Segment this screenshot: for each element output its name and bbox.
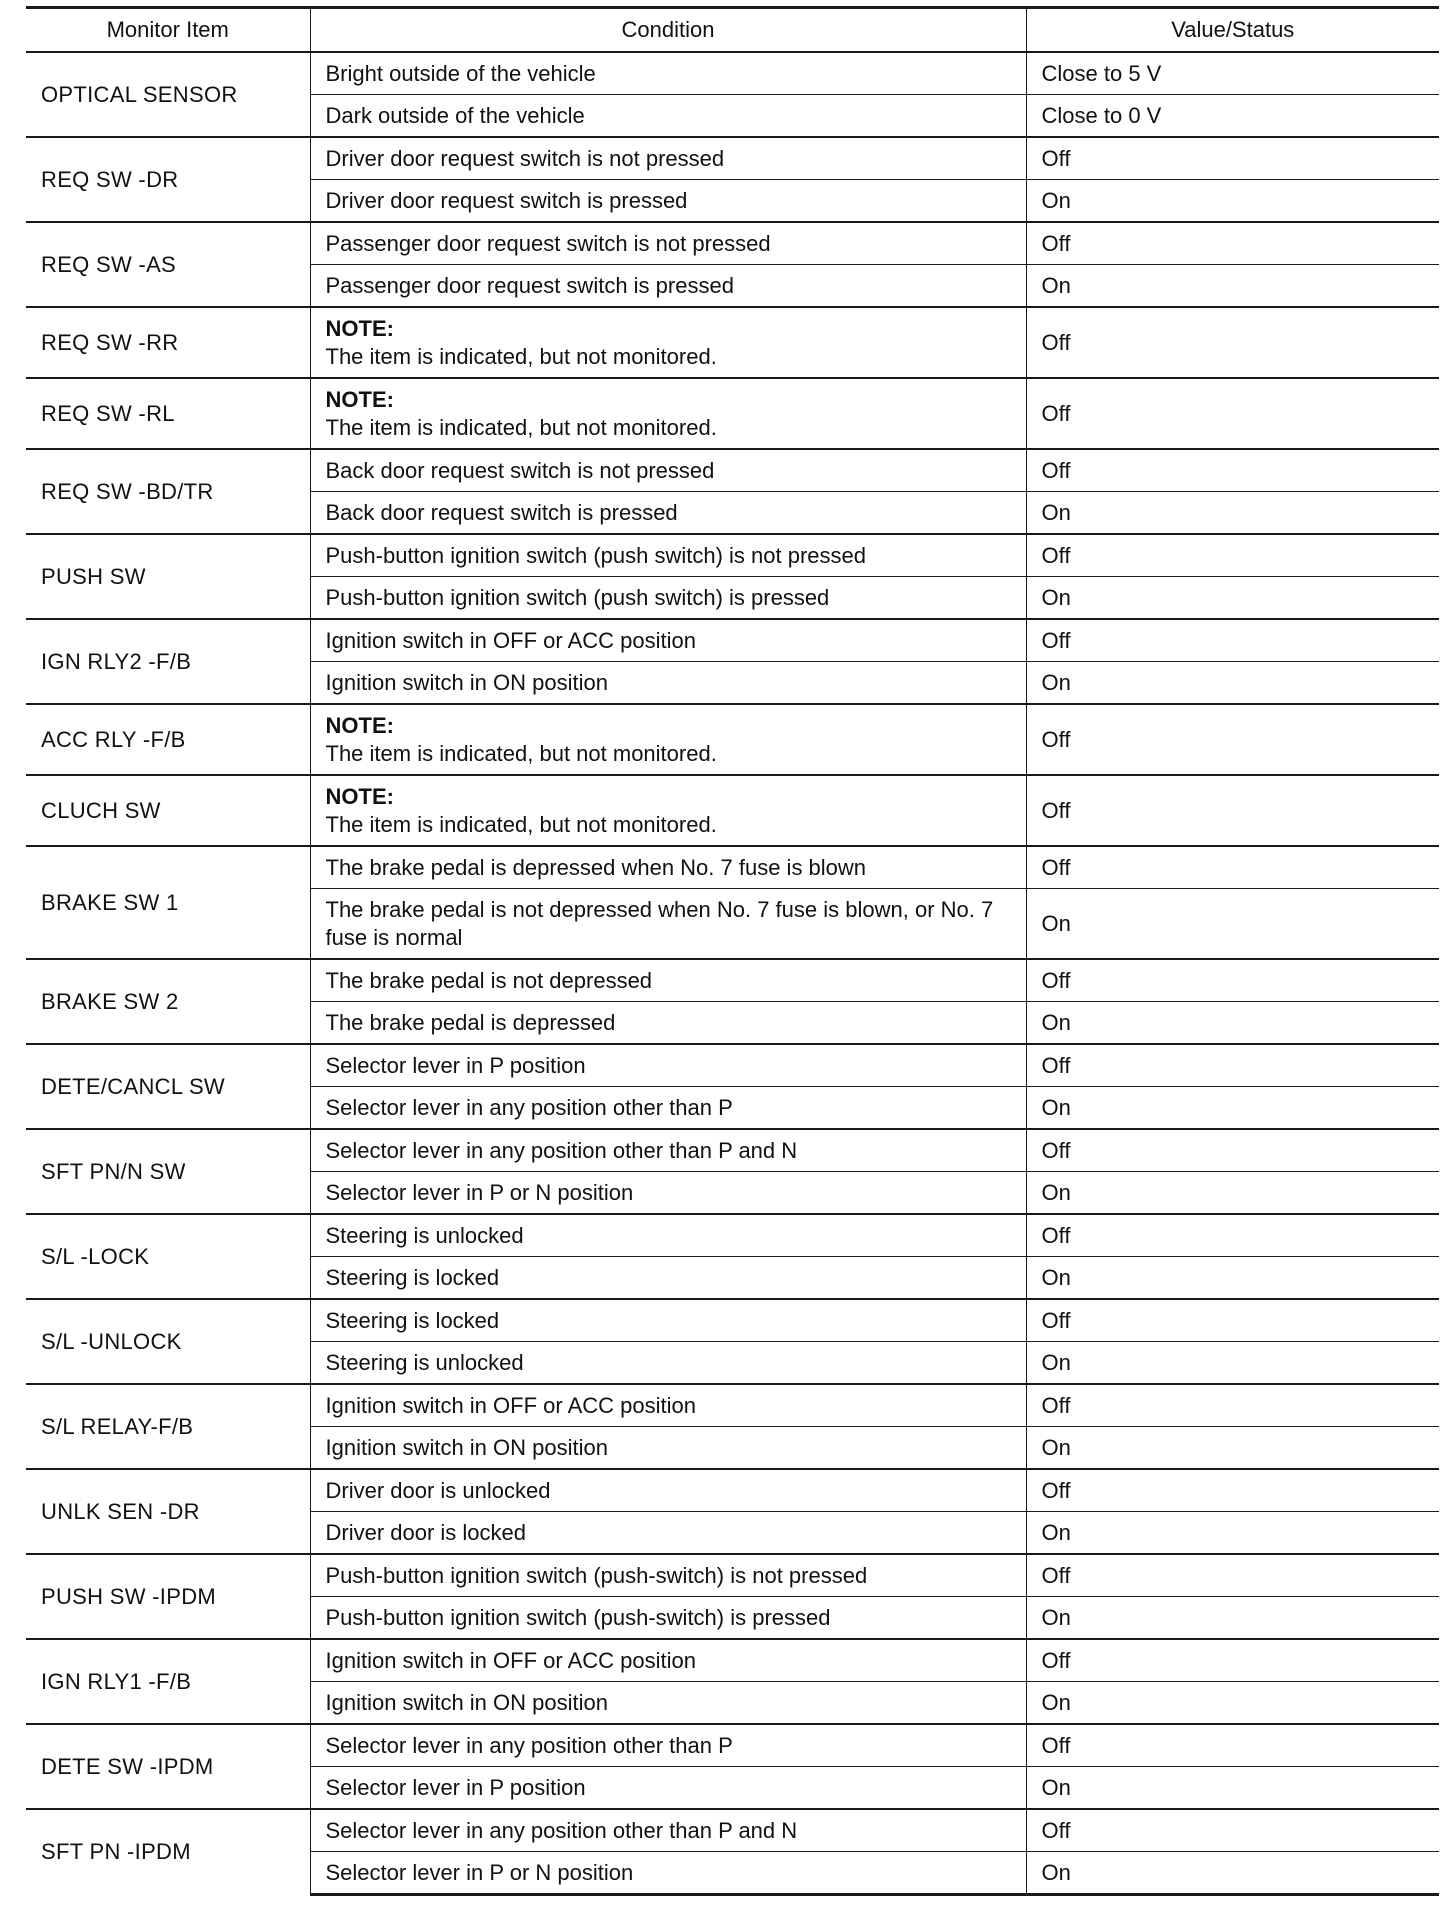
note-label: NOTE: bbox=[325, 386, 394, 412]
condition-cell: Push-button ignition switch (push switch) is not pressed bbox=[310, 534, 1026, 577]
table-row bbox=[26, 1639, 1439, 1682]
condition-cell: Ignition switch in OFF or ACC position bbox=[310, 1384, 1026, 1427]
note-text: The item is indicated, but not monitored. bbox=[325, 740, 717, 766]
header-value-status: Value/Status bbox=[1026, 8, 1439, 53]
condition-cell: Driver door request switch is pressed bbox=[310, 180, 1026, 223]
value-status-cell: On bbox=[1026, 662, 1439, 705]
monitor-table bbox=[26, 6, 1439, 1896]
condition-cell: Push-button ignition switch (push switch) is pressed bbox=[310, 577, 1026, 620]
note-label: NOTE: bbox=[325, 783, 394, 809]
condition-cell bbox=[310, 378, 1026, 449]
value-status-cell: On bbox=[1026, 1172, 1439, 1215]
monitor-item-cell: OPTICAL SENSOR bbox=[26, 52, 310, 137]
condition-cell: Passenger door request switch is not pressed bbox=[310, 222, 1026, 265]
table-row bbox=[26, 775, 1439, 846]
value-status-cell: Off bbox=[1026, 1724, 1439, 1767]
value-status-cell: Off bbox=[1026, 775, 1439, 846]
condition-cell: Back door request switch is not pressed bbox=[310, 449, 1026, 492]
condition-cell: Ignition switch in ON position bbox=[310, 1427, 1026, 1470]
table-row bbox=[26, 534, 1439, 577]
condition-cell: The brake pedal is not depressed bbox=[310, 959, 1026, 1002]
value-status-cell: Off bbox=[1026, 534, 1439, 577]
table-row bbox=[26, 222, 1439, 265]
value-status-cell: Off bbox=[1026, 1299, 1439, 1342]
monitor-item-cell: PUSH SW -IPDM bbox=[26, 1554, 310, 1639]
condition-cell bbox=[310, 704, 1026, 775]
header-condition: Condition bbox=[310, 8, 1026, 53]
monitor-item-cell: DETE/CANCL SW bbox=[26, 1044, 310, 1129]
value-status-cell: Off bbox=[1026, 619, 1439, 662]
value-status-cell: Off bbox=[1026, 1129, 1439, 1172]
monitor-item-cell: S/L -LOCK bbox=[26, 1214, 310, 1299]
monitor-item-cell: ACC RLY -F/B bbox=[26, 704, 310, 775]
value-status-cell: On bbox=[1026, 1257, 1439, 1300]
condition-cell: Selector lever in any position other than P and N bbox=[310, 1129, 1026, 1172]
value-status-cell: Off bbox=[1026, 846, 1439, 889]
value-status-cell: Close to 0 V bbox=[1026, 95, 1439, 138]
table-row bbox=[26, 1809, 1439, 1852]
table-row bbox=[26, 307, 1439, 378]
monitor-item-cell: REQ SW -RL bbox=[26, 378, 310, 449]
value-status-cell: On bbox=[1026, 1002, 1439, 1045]
value-status-cell: On bbox=[1026, 577, 1439, 620]
monitor-item-cell: BRAKE SW 1 bbox=[26, 846, 310, 959]
monitor-item-cell: CLUCH SW bbox=[26, 775, 310, 846]
condition-cell: Selector lever in any position other than P bbox=[310, 1724, 1026, 1767]
monitor-item-cell: IGN RLY2 -F/B bbox=[26, 619, 310, 704]
condition-cell: Driver door is unlocked bbox=[310, 1469, 1026, 1512]
value-status-cell: Off bbox=[1026, 137, 1439, 180]
header-monitor-item: Monitor Item bbox=[26, 8, 310, 53]
condition-cell: Steering is unlocked bbox=[310, 1214, 1026, 1257]
value-status-cell: On bbox=[1026, 180, 1439, 223]
value-status-cell: On bbox=[1026, 265, 1439, 308]
value-status-cell: Off bbox=[1026, 1469, 1439, 1512]
value-status-cell: Off bbox=[1026, 1554, 1439, 1597]
monitor-item-cell: REQ SW -AS bbox=[26, 222, 310, 307]
monitor-item-cell: S/L -UNLOCK bbox=[26, 1299, 310, 1384]
value-status-cell: Off bbox=[1026, 959, 1439, 1002]
value-status-cell: On bbox=[1026, 1087, 1439, 1130]
table-row bbox=[26, 52, 1439, 95]
table-row bbox=[26, 1129, 1439, 1172]
table-row bbox=[26, 137, 1439, 180]
condition-cell: Driver door is locked bbox=[310, 1512, 1026, 1555]
table-row bbox=[26, 619, 1439, 662]
note-label: NOTE: bbox=[325, 315, 394, 341]
value-status-cell: Off bbox=[1026, 222, 1439, 265]
note-text: The item is indicated, but not monitored. bbox=[325, 343, 717, 369]
condition-cell: Selector lever in any position other than P and N bbox=[310, 1809, 1026, 1852]
value-status-cell: Off bbox=[1026, 704, 1439, 775]
table-row bbox=[26, 1299, 1439, 1342]
table-row bbox=[26, 1554, 1439, 1597]
condition-cell: Push-button ignition switch (push-switch) is not pressed bbox=[310, 1554, 1026, 1597]
value-status-cell: On bbox=[1026, 1342, 1439, 1385]
condition-cell: Ignition switch in ON position bbox=[310, 1682, 1026, 1725]
monitor-item-cell: REQ SW -DR bbox=[26, 137, 310, 222]
condition-cell: The brake pedal is depressed bbox=[310, 1002, 1026, 1045]
value-status-cell: Off bbox=[1026, 1384, 1439, 1427]
condition-cell: Push-button ignition switch (push-switch) is pressed bbox=[310, 1597, 1026, 1640]
table-row bbox=[26, 378, 1439, 449]
value-status-cell: Off bbox=[1026, 307, 1439, 378]
value-status-cell: Off bbox=[1026, 1044, 1439, 1087]
value-status-cell: Off bbox=[1026, 378, 1439, 449]
condition-cell: Selector lever in P position bbox=[310, 1767, 1026, 1810]
condition-cell bbox=[310, 307, 1026, 378]
monitor-item-cell: UNLK SEN -DR bbox=[26, 1469, 310, 1554]
condition-cell: Steering is unlocked bbox=[310, 1342, 1026, 1385]
table-row bbox=[26, 846, 1439, 889]
condition-cell: Bright outside of the vehicle bbox=[310, 52, 1026, 95]
monitor-item-cell: BRAKE SW 2 bbox=[26, 959, 310, 1044]
value-status-cell: Off bbox=[1026, 449, 1439, 492]
condition-cell: Selector lever in P position bbox=[310, 1044, 1026, 1087]
value-status-cell: On bbox=[1026, 1512, 1439, 1555]
note-text: The item is indicated, but not monitored. bbox=[325, 811, 717, 837]
value-status-cell: Off bbox=[1026, 1214, 1439, 1257]
condition-cell: Steering is locked bbox=[310, 1299, 1026, 1342]
table-body bbox=[26, 52, 1439, 1895]
condition-cell: Ignition switch in OFF or ACC position bbox=[310, 1639, 1026, 1682]
table-row bbox=[26, 1214, 1439, 1257]
table-row bbox=[26, 1044, 1439, 1087]
monitor-item-cell: PUSH SW bbox=[26, 534, 310, 619]
condition-cell: Ignition switch in ON position bbox=[310, 662, 1026, 705]
condition-cell: Back door request switch is pressed bbox=[310, 492, 1026, 535]
condition-cell: Steering is locked bbox=[310, 1257, 1026, 1300]
condition-cell: Dark outside of the vehicle bbox=[310, 95, 1026, 138]
value-status-cell: On bbox=[1026, 1682, 1439, 1725]
table-row bbox=[26, 704, 1439, 775]
value-status-cell: On bbox=[1026, 889, 1439, 960]
table-row bbox=[26, 1384, 1439, 1427]
value-status-cell: On bbox=[1026, 1852, 1439, 1895]
condition-cell bbox=[310, 775, 1026, 846]
value-status-cell: On bbox=[1026, 1427, 1439, 1470]
condition-cell: Passenger door request switch is pressed bbox=[310, 265, 1026, 308]
monitor-item-cell: IGN RLY1 -F/B bbox=[26, 1639, 310, 1724]
note-label: NOTE: bbox=[325, 712, 394, 738]
note-text: The item is indicated, but not monitored. bbox=[325, 414, 717, 440]
monitor-item-cell: REQ SW -RR bbox=[26, 307, 310, 378]
condition-cell: The brake pedal is not depressed when No. 7 fuse is blown, or No. 7 fuse is normal bbox=[310, 889, 1026, 960]
value-status-cell: On bbox=[1026, 1767, 1439, 1810]
table-header-row bbox=[26, 8, 1439, 53]
value-status-cell: Close to 5 V bbox=[1026, 52, 1439, 95]
monitor-item-cell: REQ SW -BD/TR bbox=[26, 449, 310, 534]
condition-cell: Ignition switch in OFF or ACC position bbox=[310, 619, 1026, 662]
value-status-cell: On bbox=[1026, 1597, 1439, 1640]
table-row bbox=[26, 449, 1439, 492]
monitor-item-cell: SFT PN/N SW bbox=[26, 1129, 310, 1214]
value-status-cell: Off bbox=[1026, 1809, 1439, 1852]
table-row bbox=[26, 959, 1439, 1002]
condition-cell: The brake pedal is depressed when No. 7 fuse is blown bbox=[310, 846, 1026, 889]
monitor-item-cell: S/L RELAY-F/B bbox=[26, 1384, 310, 1469]
monitor-item-cell: SFT PN -IPDM bbox=[26, 1809, 310, 1895]
table-row bbox=[26, 1469, 1439, 1512]
condition-cell: Driver door request switch is not pressed bbox=[310, 137, 1026, 180]
monitor-item-cell: DETE SW -IPDM bbox=[26, 1724, 310, 1809]
table-row bbox=[26, 1724, 1439, 1767]
condition-cell: Selector lever in any position other than P bbox=[310, 1087, 1026, 1130]
condition-cell: Selector lever in P or N position bbox=[310, 1852, 1026, 1895]
value-status-cell: Off bbox=[1026, 1639, 1439, 1682]
condition-cell: Selector lever in P or N position bbox=[310, 1172, 1026, 1215]
value-status-cell: On bbox=[1026, 492, 1439, 535]
